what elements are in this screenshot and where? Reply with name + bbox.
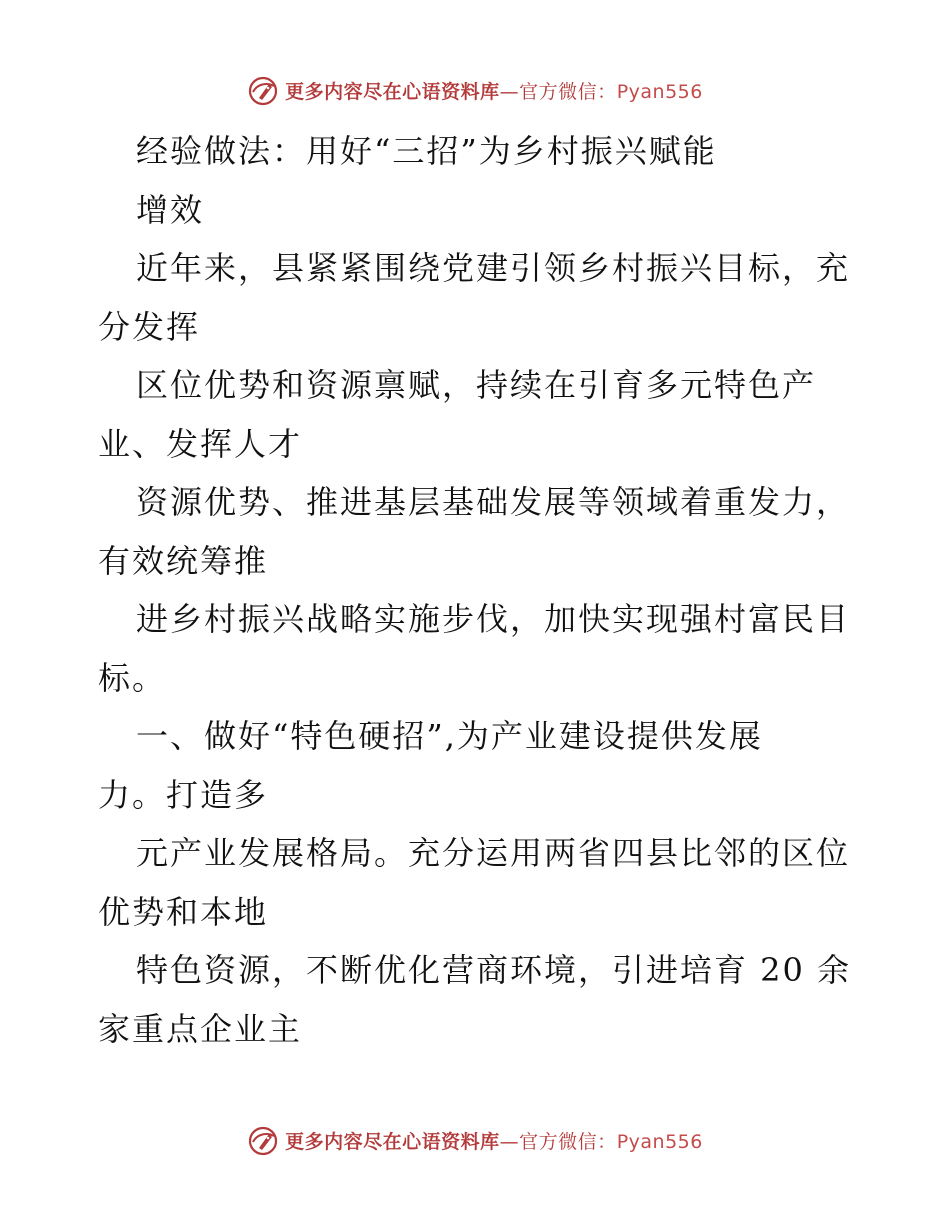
text-line: 区位优势和资源禀赋，持续在引育多元特色产 (136, 366, 817, 404)
footer-watermark (0, 1120, 950, 1160)
watermark-text (285, 1127, 703, 1154)
text-line: 有效统筹推 (98, 541, 269, 580)
watermark-label: 官方微信： (519, 1130, 617, 1153)
text-line: 进乡村振兴战略实施步伐，加快实现强村富民目 (136, 600, 851, 638)
watermark-id: Pyan556 (616, 80, 703, 103)
text-line: 一、做好“特色硬招”,为产业建设提供发展 (136, 717, 763, 755)
text-line: 增效 (136, 190, 205, 229)
text-line: 特色资源，不断优化营商环境，引进培育 20 余 (136, 951, 852, 989)
text-line: 优势和本地 (98, 892, 269, 931)
pen-nib-logo-icon (247, 1124, 279, 1156)
watermark-label: 官方微信： (519, 80, 617, 103)
pen-nib-logo-icon (247, 74, 279, 106)
text-line: 标。 (98, 658, 167, 697)
text-line: 分发挥 (98, 307, 201, 346)
watermark-dash: — (499, 1130, 520, 1153)
text-line: 家重点企业主 (98, 1009, 303, 1048)
text-line: 经验做法：用好“三招”为乡村振兴赋能 (136, 132, 717, 170)
text-line: 资源优势、推进基层基础发展等领域着重发力， (136, 483, 851, 521)
watermark-dash: — (499, 80, 520, 103)
text-line: 业、发挥人才 (98, 424, 303, 463)
text-line: 元产业发展格局。充分运用两省四县比邻的区位 (136, 834, 851, 872)
header-watermark (0, 70, 950, 110)
watermark-id: Pyan556 (616, 1130, 703, 1153)
watermark-highlight: 更多内容尽在心语资料库 (285, 80, 500, 103)
document-body (98, 122, 858, 1058)
text-line: 近年来，县紧紧围绕党建引领乡村振兴目标，充 (136, 249, 851, 287)
watermark-text (285, 77, 703, 104)
watermark-highlight: 更多内容尽在心语资料库 (285, 1130, 500, 1153)
text-line: 力。打造多 (98, 775, 269, 814)
